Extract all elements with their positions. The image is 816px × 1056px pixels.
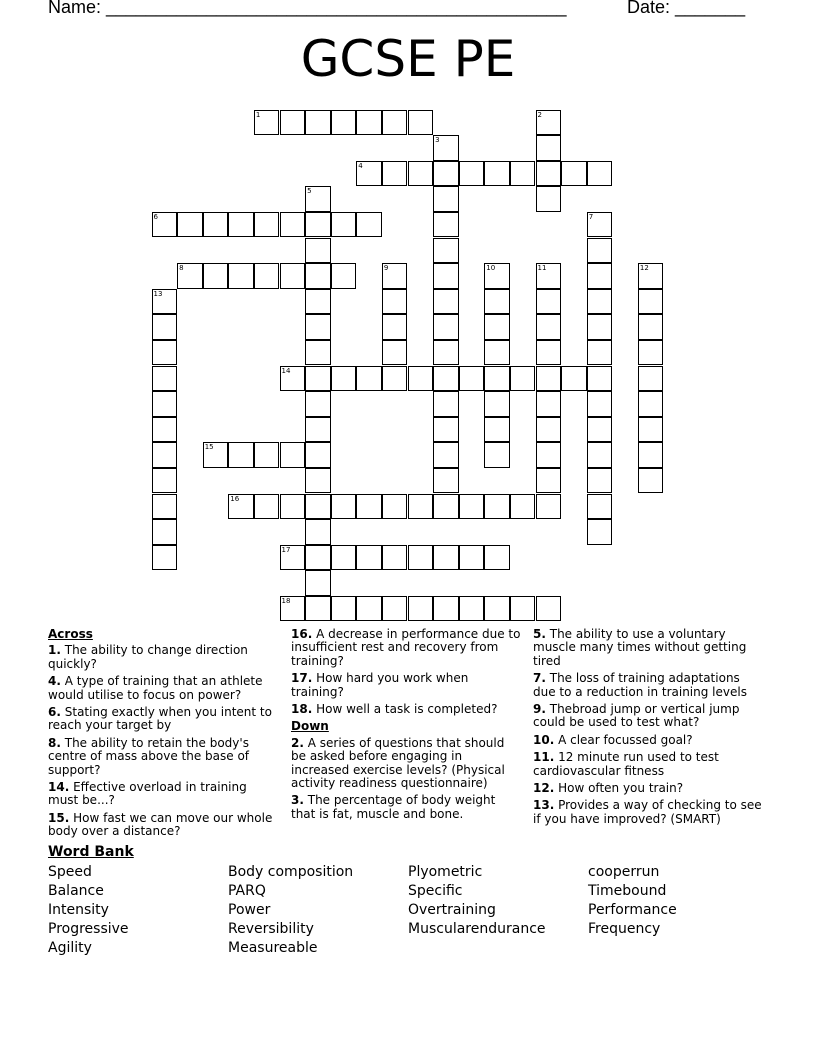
- clue-across-6: 6. Stating exactly when you intent to reach your target by: [48, 705, 272, 733]
- crossword-cell[interactable]: [433, 314, 459, 340]
- crossword-cell[interactable]: [254, 494, 280, 520]
- crossword-cell[interactable]: [484, 263, 510, 289]
- crossword-cell[interactable]: [152, 340, 178, 366]
- crossword-cell[interactable]: [356, 596, 382, 622]
- word-bank-item: Measureable: [228, 940, 318, 956]
- crossword-cell[interactable]: [356, 212, 382, 238]
- crossword-cell[interactable]: [587, 212, 613, 238]
- clue-number: 18: [281, 596, 291, 605]
- across-heading: Across: [48, 627, 93, 641]
- crossword-cell[interactable]: [536, 110, 562, 136]
- clue-down-7: 7. The loss of training adaptations due to a reduction in training levels: [533, 671, 747, 699]
- crossword-cell[interactable]: [459, 161, 485, 187]
- word-bank-item: Body composition: [228, 864, 354, 880]
- word-bank-item: cooperrun: [588, 864, 660, 880]
- crossword-cell[interactable]: [280, 110, 306, 136]
- crossword-cell[interactable]: [433, 161, 459, 187]
- crossword-cell[interactable]: [382, 314, 408, 340]
- crossword-cell[interactable]: [536, 340, 562, 366]
- clue-down-10: 10. A clear focussed goal?: [533, 732, 693, 747]
- crossword-cell[interactable]: [484, 314, 510, 340]
- crossword-cell[interactable]: [280, 263, 306, 289]
- down-heading: Down: [291, 719, 329, 734]
- crossword-cell[interactable]: [484, 494, 510, 520]
- clue-number: 5: [307, 187, 312, 196]
- crossword-cell[interactable]: [305, 289, 331, 315]
- crossword-cell[interactable]: [152, 212, 178, 238]
- clues-column-3: [533, 628, 765, 830]
- clue-number: 2: [537, 110, 542, 119]
- crossword-cell[interactable]: [408, 110, 434, 136]
- crossword-cell[interactable]: [484, 596, 510, 622]
- clue-down-5: 5. The ability to use a voluntary muscle many times without getting tired: [533, 627, 747, 668]
- crossword-cell[interactable]: [280, 442, 306, 468]
- crossword-cell[interactable]: [561, 161, 587, 187]
- crossword-cell[interactable]: [152, 519, 178, 545]
- crossword-cell[interactable]: [382, 289, 408, 315]
- word-bank-column-3: [408, 863, 546, 939]
- crossword-cell[interactable]: [587, 161, 613, 187]
- crossword-cell[interactable]: [484, 340, 510, 366]
- word-bank-heading: Word Bank: [48, 844, 134, 860]
- clue-across-4: 4. A type of training that an athlete would utilise to focus on power?: [48, 674, 263, 702]
- word-bank-item: Plyometric: [408, 864, 483, 880]
- crossword-cell[interactable]: [254, 110, 280, 136]
- crossword-cell[interactable]: [331, 263, 357, 289]
- crossword-cell[interactable]: [587, 314, 613, 340]
- clue-number: 10: [486, 264, 496, 273]
- crossword-cell[interactable]: [408, 161, 434, 187]
- crossword-cell[interactable]: [356, 110, 382, 136]
- crossword-cell[interactable]: [152, 366, 178, 392]
- crossword-cell[interactable]: [408, 366, 434, 392]
- word-bank-item: Intensity: [48, 902, 109, 918]
- crossword-cell[interactable]: [408, 596, 434, 622]
- crossword-cell[interactable]: [536, 596, 562, 622]
- word-bank-item: Speed: [48, 864, 92, 880]
- crossword-cell[interactable]: [331, 596, 357, 622]
- crossword-cell[interactable]: [331, 212, 357, 238]
- crossword-cell[interactable]: [305, 545, 331, 571]
- clue-across-14: 14. Effective overload in training must be...?: [48, 780, 247, 808]
- crossword-cell[interactable]: [536, 494, 562, 520]
- crossword-cell[interactable]: [356, 161, 382, 187]
- crossword-cell[interactable]: [433, 391, 459, 417]
- crossword-cell[interactable]: [382, 263, 408, 289]
- crossword-cell[interactable]: [331, 366, 357, 392]
- crossword-cell[interactable]: [305, 391, 331, 417]
- crossword-cell[interactable]: [510, 494, 536, 520]
- crossword-cell[interactable]: [587, 366, 613, 392]
- clue-number: 3: [435, 136, 440, 145]
- crossword-cell[interactable]: [510, 366, 536, 392]
- crossword-cell[interactable]: [305, 314, 331, 340]
- crossword-cell[interactable]: [510, 596, 536, 622]
- crossword-cell[interactable]: [484, 442, 510, 468]
- crossword-cell[interactable]: [587, 391, 613, 417]
- word-bank-item: Timebound: [588, 883, 667, 899]
- crossword-cell[interactable]: [536, 366, 562, 392]
- crossword-cell[interactable]: [305, 186, 331, 212]
- crossword-cell[interactable]: [305, 519, 331, 545]
- clue-number: 9: [383, 264, 389, 273]
- crossword-cell[interactable]: [587, 238, 613, 264]
- page-title: GCSE PE: [300, 30, 516, 88]
- clue-down-9: 9. Thebroad jump or vertical jump could be used to test what?: [533, 702, 740, 730]
- crossword-cell[interactable]: [536, 468, 562, 494]
- crossword-cell[interactable]: [587, 263, 613, 289]
- crossword-cell[interactable]: [305, 366, 331, 392]
- crossword-cell[interactable]: [254, 263, 280, 289]
- crossword-cell[interactable]: [638, 366, 664, 392]
- crossword-cell[interactable]: [536, 417, 562, 443]
- crossword-cell[interactable]: [587, 519, 613, 545]
- crossword-cell[interactable]: [203, 442, 229, 468]
- crossword-cell[interactable]: [331, 110, 357, 136]
- crossword-cell[interactable]: [382, 596, 408, 622]
- crossword-cell[interactable]: [280, 545, 306, 571]
- crossword-cell[interactable]: [459, 545, 485, 571]
- crossword-cell[interactable]: [484, 161, 510, 187]
- crossword-cell[interactable]: [536, 314, 562, 340]
- crossword-cell[interactable]: [536, 442, 562, 468]
- crossword-cell[interactable]: [536, 161, 562, 187]
- clue-number: 8: [179, 264, 184, 273]
- crossword-cell[interactable]: [356, 494, 382, 520]
- crossword-cell[interactable]: [408, 545, 434, 571]
- word-bank-item: Frequency: [588, 921, 661, 937]
- crossword-cell[interactable]: [433, 186, 459, 212]
- clue-down-12: 12. How often you train?: [533, 781, 684, 796]
- crossword-cell[interactable]: [305, 238, 331, 264]
- crossword-cell[interactable]: [152, 417, 178, 443]
- crossword-cell[interactable]: [382, 340, 408, 366]
- clue-number: 15: [204, 443, 214, 452]
- word-bank-item: Progressive: [48, 921, 129, 937]
- crossword-cell[interactable]: [433, 366, 459, 392]
- crossword-cell[interactable]: [408, 494, 434, 520]
- word-bank-item: Overtraining: [408, 902, 496, 918]
- clue-number: 14: [281, 366, 291, 375]
- crossword-cell[interactable]: [177, 263, 203, 289]
- crossword-cell[interactable]: [331, 545, 357, 571]
- crossword-cell[interactable]: [152, 468, 178, 494]
- crossword-cell[interactable]: [433, 340, 459, 366]
- crossword-cell[interactable]: [356, 366, 382, 392]
- crossword-cell[interactable]: [433, 468, 459, 494]
- crossword-cell[interactable]: [305, 468, 331, 494]
- word-bank-item: Balance: [48, 883, 104, 899]
- crossword-cell[interactable]: [587, 468, 613, 494]
- clue-down-13: 13. Provides a way of checking to see if you have improved? (SMART): [533, 798, 762, 826]
- name-field-label: Name: ______________________________________________: [48, 0, 567, 17]
- crossword-cell[interactable]: [484, 289, 510, 315]
- clue-number: 17: [281, 545, 291, 554]
- crossword-cell[interactable]: [280, 596, 306, 622]
- crossword-cell[interactable]: [280, 494, 306, 520]
- crossword-cell[interactable]: [484, 417, 510, 443]
- crossword-cell[interactable]: [305, 263, 331, 289]
- crossword-cell[interactable]: [638, 263, 664, 289]
- clue-number: 13: [153, 289, 163, 298]
- crossword-cell[interactable]: [152, 442, 178, 468]
- crossword-cell[interactable]: [382, 161, 408, 187]
- clue-number: 7: [588, 212, 594, 221]
- crossword-cell[interactable]: [433, 417, 459, 443]
- crossword-cell[interactable]: [561, 366, 587, 392]
- crossword-cell[interactable]: [331, 494, 357, 520]
- crossword-cell[interactable]: [638, 417, 664, 443]
- crossword-cell[interactable]: [638, 468, 664, 494]
- clue-across-16: 16. A decrease in performance due to insufficient rest and recovery from training?: [291, 627, 521, 668]
- crossword-cell[interactable]: [305, 596, 331, 622]
- crossword-cell[interactable]: [228, 442, 254, 468]
- word-bank-column-2: [228, 863, 353, 958]
- word-bank-item: Performance: [588, 902, 677, 918]
- clue-down-11: 11. 12 minute run used to test cardiovascular fitness: [533, 750, 719, 778]
- clue-down-2: 2. A series of questions that should be asked before engaging in increased exercise levels? (Physical activity readiness questionnaire): [291, 735, 505, 791]
- word-bank-column-4: [588, 863, 677, 939]
- clue-down-3: 3. The percentage of body weight that is fat, muscle and bone.: [291, 793, 496, 821]
- crossword-cell[interactable]: [382, 366, 408, 392]
- crossword-cell[interactable]: [638, 314, 664, 340]
- word-bank-item: Reversibility: [228, 921, 314, 937]
- crossword-cell[interactable]: [382, 545, 408, 571]
- crossword-cell[interactable]: [638, 340, 664, 366]
- clue-number: 1: [255, 110, 261, 119]
- crossword-cell[interactable]: [536, 391, 562, 417]
- crossword-cell[interactable]: [305, 494, 331, 520]
- crossword-cell[interactable]: [433, 238, 459, 264]
- crossword-cell[interactable]: [203, 212, 229, 238]
- crossword-cell[interactable]: [433, 596, 459, 622]
- clue-across-18: 18. How well a task is completed?: [291, 702, 498, 717]
- crossword-cell[interactable]: [152, 314, 178, 340]
- crossword-cell[interactable]: [152, 545, 178, 571]
- crossword-cell[interactable]: [305, 340, 331, 366]
- clue-across-17: 17. How hard you work when training?: [291, 671, 469, 699]
- crossword-cell[interactable]: [433, 263, 459, 289]
- crossword-cell[interactable]: [382, 494, 408, 520]
- word-bank-item: PARQ: [228, 883, 266, 899]
- crossword-cell[interactable]: [228, 494, 254, 520]
- crossword-cell[interactable]: [536, 263, 562, 289]
- crossword-cell[interactable]: [587, 340, 613, 366]
- crossword-cell[interactable]: [228, 212, 254, 238]
- crossword-cell[interactable]: [203, 263, 229, 289]
- clue-number: 11: [537, 264, 547, 273]
- crossword-cell[interactable]: [254, 442, 280, 468]
- clue-across-15: 15. How fast we can move our whole body over a distance?: [48, 810, 273, 839]
- crossword-cell[interactable]: [638, 289, 664, 315]
- clue-across-8: 8. The ability to retain the body's centre of mass above the base of support?: [48, 735, 250, 777]
- crossword-cell[interactable]: [510, 161, 536, 187]
- crossword-cell[interactable]: [587, 417, 613, 443]
- clue-number: 16: [230, 494, 240, 503]
- crossword-cell[interactable]: [484, 366, 510, 392]
- crossword-cell[interactable]: [356, 545, 382, 571]
- clue-number: 12: [639, 264, 649, 273]
- crossword-cell[interactable]: [536, 186, 562, 212]
- date-field-label: Date: _______: [627, 0, 746, 17]
- crossword-cell[interactable]: [638, 442, 664, 468]
- crossword-cell[interactable]: [280, 212, 306, 238]
- crossword-cell[interactable]: [459, 366, 485, 392]
- clue-number: 6: [153, 212, 158, 221]
- crossword-cell[interactable]: [587, 289, 613, 315]
- crossword-cell[interactable]: [587, 442, 613, 468]
- crossword-cell[interactable]: [305, 442, 331, 468]
- crossword-cell[interactable]: [382, 110, 408, 136]
- crossword-cell[interactable]: [433, 442, 459, 468]
- crossword-cell[interactable]: [305, 417, 331, 443]
- crossword-cell[interactable]: [536, 135, 562, 161]
- crossword-cell[interactable]: [152, 494, 178, 520]
- clues-column-2: [291, 628, 523, 825]
- word-bank-item: Specific: [408, 883, 463, 899]
- clue-across-1: 1. The ability to change direction quickly?: [48, 643, 248, 671]
- word-bank-item: Agility: [48, 940, 92, 956]
- crossword-cell[interactable]: [305, 570, 331, 596]
- crossword-cell[interactable]: [433, 135, 459, 161]
- clues-column-1: [48, 628, 280, 843]
- crossword-cell[interactable]: [152, 391, 178, 417]
- crossword-cell[interactable]: [433, 545, 459, 571]
- crossword-cell[interactable]: [484, 391, 510, 417]
- word-bank-item: Power: [228, 902, 271, 918]
- crossword-cell[interactable]: [280, 366, 306, 392]
- crossword-cell[interactable]: [433, 289, 459, 315]
- crossword-cell[interactable]: [459, 596, 485, 622]
- crossword-cell[interactable]: [177, 212, 203, 238]
- crossword-cell[interactable]: [152, 289, 178, 315]
- crossword-cell[interactable]: [587, 494, 613, 520]
- crossword-cell[interactable]: [228, 263, 254, 289]
- crossword-cell[interactable]: [254, 212, 280, 238]
- crossword-cell[interactable]: [484, 545, 510, 571]
- crossword-cell[interactable]: [638, 391, 664, 417]
- word-bank-item: Muscularendurance: [408, 921, 546, 937]
- clue-number: 4: [358, 161, 363, 170]
- crossword-cell[interactable]: [536, 289, 562, 315]
- crossword-cell[interactable]: [433, 212, 459, 238]
- crossword-cell[interactable]: [305, 110, 331, 136]
- word-bank-column-1: [48, 863, 129, 958]
- crossword-cell[interactable]: [459, 494, 485, 520]
- crossword-cell[interactable]: [305, 212, 331, 238]
- crossword-cell[interactable]: [433, 494, 459, 520]
